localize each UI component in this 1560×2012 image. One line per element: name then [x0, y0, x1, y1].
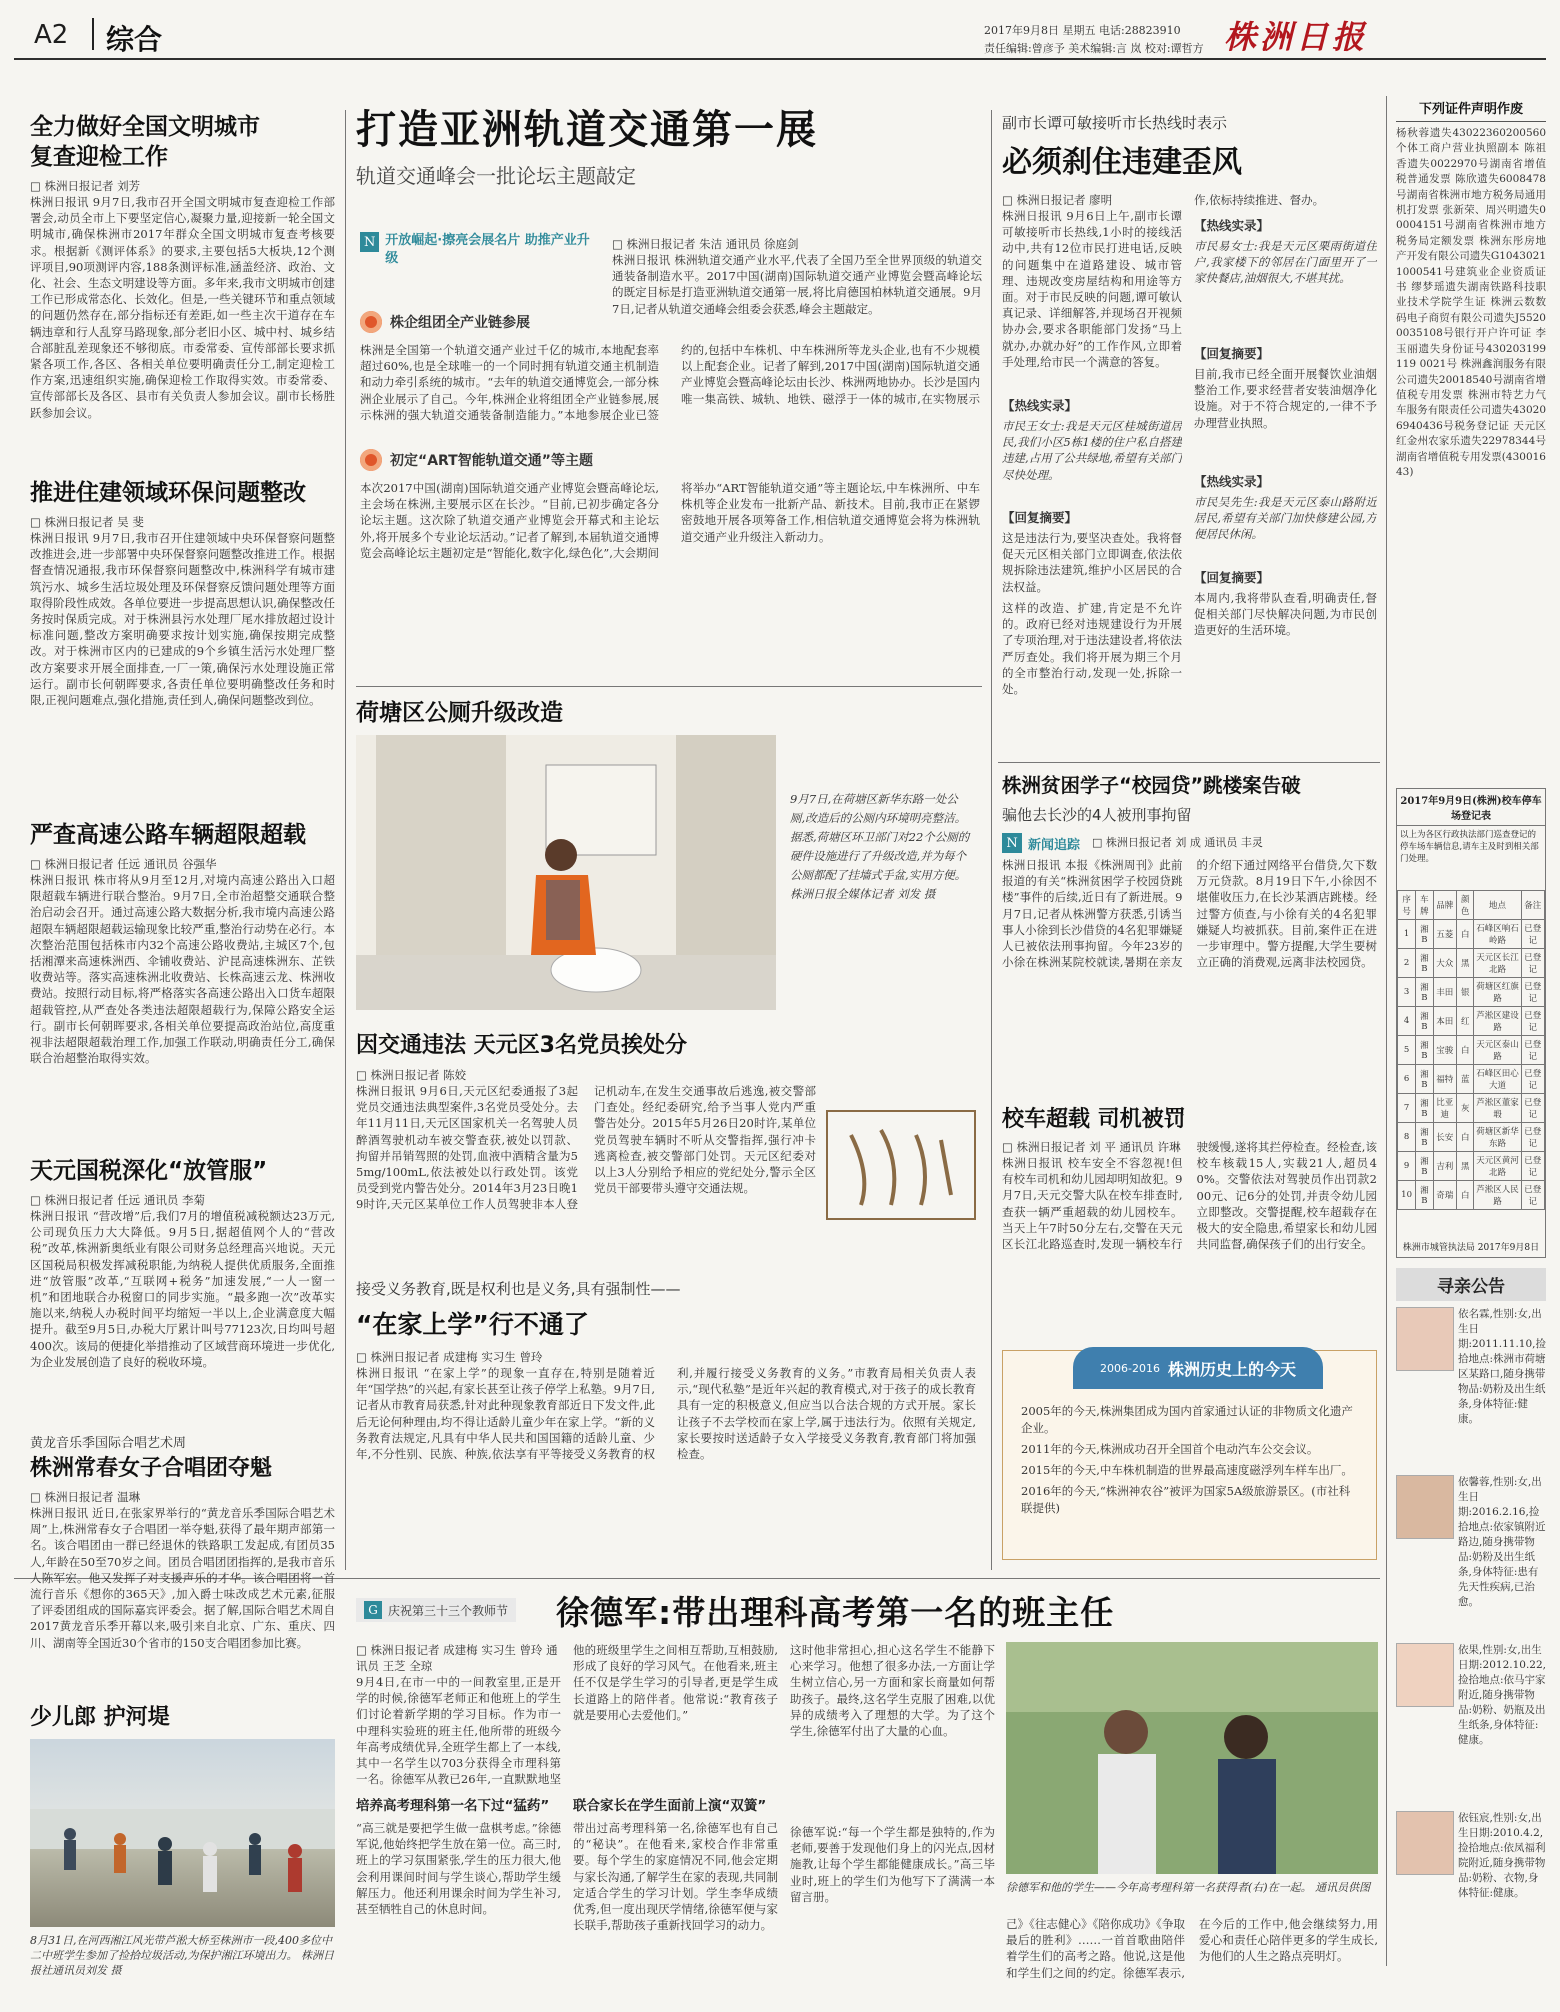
child-photo	[1396, 1475, 1454, 1539]
table-header-cell: 颜色	[1456, 891, 1473, 920]
bullet-icon	[360, 311, 382, 333]
history-list	[1021, 1403, 1361, 1521]
tag-label: 新闻追踪	[1028, 837, 1081, 853]
table-header-cell: 序号	[1398, 891, 1416, 920]
page-number: A2	[34, 20, 69, 50]
article-eco-rectification	[30, 478, 335, 830]
subheadline: 骗他去长沙的4人被刑事拘留	[1002, 806, 1192, 824]
table-cell: 五菱	[1433, 920, 1456, 949]
article-body: 株洲日报讯 “在家上学”的现象一直存在,特别是随着近年“国学热”的兴起,有家长甚至让孩子停学上私塾。9月7日,记者从市教育局获悉,针对此种现象教育部近日下发文件,此后无论何种理由,均不得让适龄儿童少年在家上学。“新的义务教育法规定,凡具有中华人民共和国国籍的适龄儿童、少年,不分性别、民族、种族,依法享有平等接受义务教育的权利,并履行接受义务教育的义务。”市教育局相关负责人表示,“现代私塾”是近年兴起的教育模式,对于孩子的成长教育具有一定的积极意义,但应当以合法合规的方式开展。家长让孩子不去学校而在家上学,属于违法行为。依照有关规定,家长要按时送适龄子女入学接受义务教育,教育部门将加强检查。	[356, 1366, 976, 1462]
section-body-themes: 本次2017中国(湖南)国际轨道交通产业博览会暨高峰论坛,主会场在株洲,主要展示区在长沙。“目前,已初步确定各分论坛主题。这次除了轨道交通产业博览会开幕式和主论坛外,将开展多个专业论坛活动。”记者了解到,本届轨道交通博览会高峰论坛主题初定是“智能化,数字化,绿色化”,大会期间将举办“ART智能轨道交通”等主题论坛,中车株洲所、中车株机等企业发布一批新产品、新技术。目前,我市正在紧锣密鼓地开展各项筹备工作,相信轨道交通博览会将为株洲轨道交通产业升级注入新动力。	[360, 481, 980, 560]
table-cell: 长安	[1433, 1123, 1456, 1152]
table-cell: 芦淞区人民路	[1474, 1181, 1521, 1210]
photo-headline: 少儿郎 护河堤	[30, 1705, 170, 1730]
table-cell: 银	[1456, 978, 1473, 1007]
table-row	[1398, 1094, 1545, 1123]
byline: □ 株洲日报记者 刘芳	[30, 179, 141, 193]
kicker: 黄龙音乐季国际合唱艺术周	[30, 1436, 187, 1451]
headline-line2: 复查迎检工作	[30, 144, 168, 170]
body-1: 9月4日,在市一中的一间教室里,正是开学的时候,徐德军老师正和他班上的学生们讨论着新学期的学习目标。作为市一中理科实验班的班主任,他所带的班级今年高考成绩优异,全班学生都上了一本线,其中一名学生以703分获得全市理科第一名。徐德军从教已26年,一直默默地坚	[356, 1675, 561, 1786]
table-cell: 荷塘区新华东路	[1474, 1123, 1521, 1152]
table-header-cell: 备注	[1521, 891, 1544, 920]
article-body: 株洲日报讯 9月6日,天元区纪委通报了3起党员交通违法典型案件,3名党员受处分。去年11月11日,天元区国家机关一名驾驶人员醉酒驾驶机动车被交警查获,被处以罚款、拘留并吊销驾照的处罚,血液中酒精含量为55mg/100mL,依法被处以行政处罚。该党员受到党内警告处分。2014年3月23日晚19时许,天元区某单位工作人员驾驶非本人登记机动车,在发生交通事故后逃逸,被交警部门查处。经纪委研究,给予当事人党内严重警告处分。2015年5月26日20时许,某单位党员驾驶车辆时不听从交警指挥,强行冲卡逃离检查,被交警部门处罚。天元区纪委对以上3人分别给予相应的党纪处分,警示全区党员干部要带头遵守交通法规。	[356, 1084, 816, 1212]
notice-body: 杨秋蓉遗失43022360200560个体工商户营业执照副本 陈祖香遗失0022970号湖南省增值税普通发票 陈欣遗失6008478号湖南省株洲市地方税务局通用机打发票 张新荣、周兴明遗失00004151号湖南省株洲市地方税务局定额发票 株洲东彤房地产开发有限公司遗失G10430211000541号建筑业企业资质证书 缪梦瑶遗失湖南铁路科技职业技术学院学生证 株洲云数数码电子商贸有限公司遗失J55200035108号银行开户许可证 李玉丽遗失身份证号430203199119 0021号 株洲鑫润服务有限公司遗失20018540号湖南省增值税专用发票 株洲市特艺力气车服务有限责任公司遗失430206940436号税务登记证 天元区红金州农家乐遗失22978344号湖南省增值税专用发票(43001643)	[1396, 127, 1546, 478]
byline: □ 株洲日报记者 朱洁 通讯员 徐庭剑	[612, 237, 799, 251]
table-cell: 湘B	[1416, 978, 1433, 1007]
table-row	[1398, 1036, 1545, 1065]
reply-summary-1: 【回复摘要】	[1002, 510, 1078, 525]
hotline-tail: 作,依标持续推进、督办。	[1194, 193, 1325, 207]
teacher-feature-header	[356, 1588, 1381, 1632]
table-cell: 已登记	[1521, 1065, 1544, 1094]
newspaper-logo: 株洲日报	[1224, 18, 1369, 56]
table-cell: 黑	[1456, 949, 1473, 978]
section-header-themes	[360, 448, 593, 472]
lead-tag	[360, 232, 595, 272]
kicker: 接受义务教育,既是权利也是义务,具有强制性——	[356, 1280, 681, 1298]
void-notice	[1396, 98, 1546, 806]
subhead-2: 联合家长在学生面前上演“双簧”	[573, 1798, 767, 1814]
hotline-body-3: 市民吴先生:我是天元区泰山路附近居民,希望有关部门加快修建公园,方便居民休闲。	[1194, 495, 1377, 542]
body-2b: 带出过高考理科第一名,徐德军也有自己的“秘诀”。在他看来,家校合作非常重要。每个学生的家庭情况不同,他会定期与家长沟通,了解学生在家的表现,共同制定适合学生的学习计划。学生李华成绩优秀,但一度出现厌学情绪,徐德军便与家长联手,帮助孩子重新找回学习的动力。	[573, 1821, 778, 1933]
table-cell: 奇瑞	[1433, 1181, 1456, 1210]
hotline-col-right	[1194, 192, 1377, 670]
table-cell: 已登记	[1521, 1094, 1544, 1123]
table-cell: 湘B	[1416, 1036, 1433, 1065]
calligraphy-seal	[826, 1110, 976, 1220]
hotline-body-1: 市民王女士:我是天元区桂城街道居民,我们小区5栋1楼的住户私自搭建违建,占用了公共绿地,希望有关部门尽快处理。	[1002, 419, 1182, 482]
river-cleanup-photo	[30, 1739, 335, 1927]
reply-body-3: 本周内,我将带队查看,明确责任,督促相关部门尽快解决问题,为市民创造更好的生活环境。	[1194, 591, 1377, 638]
table-cell: 湘B	[1416, 1065, 1433, 1094]
body-text: 株洲日报讯 校车安全不容忽视!但有校车司机和幼儿园却明知故犯。9月7日,天元交警大队在校车排查时,查获一辆严重超载的幼儿园校车。当天上午7时50分左右,交警在天元区长江北路巡查时,发现一辆校车行驶缓慢,遂将其拦停检查。经检查,该校车核载15人,实载21人,超员40%。交警依法对驾驶员作出罚款200元、记6分的处罚,并责令幼儿园立即整改。交警提醒,校车超载存在极大的安全隐患,希望家长和幼儿园共同监督,确保孩子们的出行安全。	[1002, 1140, 1377, 1252]
article-overload-highway	[30, 820, 335, 1170]
table-cell: 灰	[1456, 1094, 1473, 1123]
toilet-caption: 9月7日,在荷塘区新华东路一处公厕,改造后的公厕内环境明亮整洁。据悉,荷塘区环卫部门对22个公厕的硬件设施进行了升级改造,并为每个公厕都配了挂墙式手盆,实用方便。 株洲日报全媒体记者 刘发 摄	[790, 792, 970, 901]
article-campus-loan	[1002, 770, 1377, 1105]
article-body: 株洲日报讯 株市将从9月至12月,对境内高速公路出入口超限超载车辆进行联合整治。9月7日,全市治超整交通联合整治启动会召开。通过高速公路大数据分析,我市境内高速公路超限车辆超限超载运输现象比较严重,整治行动势在必行。本次整治范围包括株市内32个高速公路收费站,主城区7个,包括湘潭来高速株洲西、伞铺收费站、沪昆高速株洲东、芷铁收费站等。落实高速株洲北收费站、长株高速云龙、株洲收费站。按照行动目标,将严格落实各高速公路出入口货车超限超载管控,从严查处各类违法超限超载行为,保障公路安全运行。副市长何朝晖要求,各相关单位要提高政治站位,高度重视非法超限超载治理工作,加强工作联动,明确责任分工,确保联合治超整治取得实效。	[30, 873, 335, 1066]
history-today-box	[1002, 1350, 1377, 1560]
reply-body-1: 这是违法行为,要坚决查处。我将督促天元区相关部门立即调查,依法依规拆除违法建筑,维护小区居民的合法权益。	[1002, 531, 1182, 594]
table-cell: 4	[1398, 1007, 1416, 1036]
table-cell: 湘B	[1416, 1094, 1433, 1123]
table-cell: 2	[1398, 949, 1416, 978]
photo-headline: 荷塘区公厕升级改造	[356, 700, 563, 726]
table-header-row	[1398, 891, 1545, 920]
intro-body: 株洲日报讯 株洲轨道交通产业水平,代表了全国乃至全世界顶级的轨道交通装备制造水平。2017中国(湖南)国际轨道交通产业博览会暨高峰论坛的既定目标是打造亚洲轨道交通第一展,将比肩德国柏林轨道交通展。9月7日,记者从轨道交通峰会组委会获悉,峰会主题敲定。	[612, 253, 982, 316]
table-row	[1398, 978, 1545, 1007]
table-cell: 天元区长江北路	[1474, 949, 1521, 978]
banner-title: 株洲历史上的今天	[1167, 1359, 1296, 1379]
byline: □ 株洲日报记者 陈姣	[356, 1068, 467, 1082]
hotline-col-left	[1002, 192, 1182, 700]
byline: □ 株洲日报记者 刘 平 通讯员 许琳	[1002, 1140, 1181, 1154]
missing-person-text: 依钰宸,性别:女,出生日期:2010.4.2,捡拾地点:依凤福利院附近,随身携带物品:奶粉、衣物,身体特征:健康。	[1458, 1812, 1546, 1899]
photo-caption: 8月31日,在河西湘江风光带芦淞大桥至株洲市一段,400多位中二中班学生参加了捡拾垃圾活动,为保护湘江环境出力。 株洲日报社通讯员刘发 摄	[30, 1934, 334, 1977]
headline: 因交通违法 天元区3名党员挨处分	[356, 1033, 687, 1058]
missing-persons	[1396, 1268, 1546, 1979]
headline: “在家上学”行不通了	[356, 1310, 589, 1339]
tag-row	[1002, 833, 1377, 853]
headline: 必须刹住违建歪风	[1002, 145, 1242, 180]
table-cell: 湘B	[1416, 1152, 1433, 1181]
n-badge-icon: N	[1002, 833, 1022, 853]
table-cell: 红	[1456, 1007, 1473, 1036]
hotline-record-1: 【热线实录】	[1002, 398, 1078, 413]
table-row	[1398, 920, 1545, 949]
byline: □ 株洲日报记者 廖明	[1002, 193, 1113, 207]
body-1b: “高三就是要把学生做一盘棋考虑。”徐德军说,他始终把学生放在第一位。高三时,班上的学习氛围紧张,学生的压力很大,他会利用课间时间与学生谈心,帮助学生缓解压力。他还利用课余时间为学生补习,甚至牺牲自己的休息时间。	[356, 1821, 561, 1917]
notice-title: 下列证件声明作废	[1396, 98, 1546, 122]
missing-person-text: 依果,性别:女,出生日期:2012.10.22,捡拾地点:依马宇家附近,随身携带物品:奶粉、奶瓶及出生纸条,身体特征:健康。	[1458, 1644, 1546, 1746]
headline: 株洲贫困学子“校园贷”跳楼案告破	[1002, 774, 1301, 797]
table-row	[1398, 1007, 1545, 1036]
missing-title: 寻亲公告	[1396, 1268, 1546, 1301]
n-badge-icon: N	[360, 232, 379, 252]
table-cell: 5	[1398, 1036, 1416, 1065]
teacher-col-4: 己》《往志健心》《陪你成功》《争取最后的胜利》……一首首歌曲陪伴着学生们的高考之路。他说,这是他和学生们之间的约定。徐德军表示,在今后的工作中,他会继续努力,用爱心和责任心陪伴更多的学生成长,为他们的人生之路点亮明灯。	[1006, 1917, 1378, 1980]
table-cell: 7	[1398, 1094, 1416, 1123]
missing-person-entry	[1396, 1811, 1546, 1971]
table-cell: 湘B	[1416, 949, 1433, 978]
teacher-col-1	[356, 1642, 561, 1966]
article-body: 株洲日报讯 “营改增”后,我们7月的增值税减税额达23万元,公司现负压力大大降低。9月5日,据超值网个人的“营改税”改革,株洲新奥纸业有限公司财务总经理高兴地说。天元区国税局积极发挥减税职能,为纳税人提供优质服务,全面推进“放管服”改革,“互联网+税务”加速发展,“一人一窗一机”和团地联合办税窗口的同步实施。“最多跑一次”改革实施以来,纳税人办税时间平均缩短一半以上,企业满意度大幅提升。截至9月5日,办税大厅累计叫号77123次,日均叫号超400次。该局的便捷化举措推动了区域营商环境进一步优化,为企业发展创造了良好的税收环境。	[30, 1209, 335, 1369]
headline: 天元国税深化“放管服”	[30, 1158, 268, 1184]
tag-text: 开放崛起·擦亮会展名片 助推产业升级	[385, 233, 590, 266]
reply-body-1b: 这样的改造、扩建,肯定是不允许的。政府已经对违规建设行为开展了专项治理,对于违法建设者,将依法严厉查处。我们将开展为期三个月的全市整治行动,发现一处,拆除一处。	[1002, 601, 1182, 697]
byline: □ 株洲日报记者 任远 通讯员 谷强华	[30, 857, 217, 871]
table-cell: 天元区泰山路	[1474, 1036, 1521, 1065]
toilet-story	[356, 694, 982, 737]
byline: □ 株洲日报记者 任远 通讯员 李菊	[30, 1193, 205, 1207]
lead-intro	[612, 236, 982, 318]
table-cell: 8	[1398, 1123, 1416, 1152]
toilet-photo	[356, 735, 776, 1010]
teacher-photo-caption: 徐德军和他的学生——今年高考理科第一名获得者(右)在一起。 通讯员供图	[1006, 1881, 1371, 1894]
table-row	[1398, 1065, 1545, 1094]
history-item: 2011年的今天,株洲成功召开全国首个电动汽车公交会议。	[1021, 1442, 1319, 1456]
editor-line: 责任编辑:曾彦予 美术编辑:言 岚 校对:谭哲方	[984, 42, 1204, 55]
child-photo	[1396, 1307, 1454, 1371]
article-illegal-building	[1002, 112, 1377, 187]
headline: 全力做好全国文明城市	[30, 114, 260, 140]
table-cell: 福特	[1433, 1065, 1456, 1094]
headline: 严查高速公路车辆超限超载	[30, 822, 306, 848]
table-cell: 天元区黄河北路	[1474, 1152, 1521, 1181]
feature-tag	[356, 1598, 516, 1622]
article-body	[1002, 1139, 1377, 1375]
byline: □ 株洲日报记者 温琳	[30, 1490, 141, 1504]
lead-subtitle: 轨道交通峰会一批论坛主题敲定	[356, 164, 636, 188]
children-silhouettes	[30, 1739, 335, 1927]
article-homeschool	[356, 1278, 982, 1550]
intro-body: 株洲日报讯 9月6日上午,副市长谭可敏接听市长热线,1小时的接线活动中,共有12位市民打进电话,反映的问题集中在道路建设、城市管理、违规改变房屋结构和用途等方面。对于市民反映的问题,谭可敏认真记录、详细解答,并现场召开视频协办会,要求各职能部门发扬“马上就办,办就办好”的工作作风,立即着手处理,给市民一个满意的答复。	[1002, 209, 1182, 369]
missing-person-entry	[1396, 1307, 1546, 1467]
table-cell: 白	[1456, 1036, 1473, 1065]
bullet-icon	[360, 449, 382, 471]
table-cell: 已登记	[1521, 1181, 1544, 1210]
hotline-body-2: 市民易女士:我是天元区栗雨街道住户,我家楼下的邻居在门面里开了一家快餐店,油烟很大,不堪其扰。	[1194, 239, 1377, 286]
seal-artwork	[831, 1115, 971, 1215]
kicker: 副市长谭可敏接听市长热线时表示	[1002, 114, 1228, 132]
table-cell: 荷塘区红旗路	[1474, 978, 1521, 1007]
table-cell: 本田	[1433, 1007, 1456, 1036]
section-title: 株企组团全产业链参展	[390, 315, 530, 331]
table-cell: 3	[1398, 978, 1416, 1007]
banner-years: 2006-2016	[1100, 1361, 1160, 1375]
section-body-exhibitors: 株洲是全国第一个轨道交通产业过千亿的城市,本地配套率超过60%,也是全球唯一的一个同时拥有轨道交通主机制造和动力牵引系统的城市。“去年的轨道交通博览会,一部分株洲企业展示了自己。今年,株洲企业将组团全产业链参展,展示株洲的强大轨道交通装备制造能力。”本地参展企业已签约的,包括中车株机、中车株洲所等龙头企业,也有不少规模以上配套企业。记者了解到,2017中国(湖南)国际轨道交通产业博览会暨高峰论坛由长沙、株洲两地协办。长沙是国内唯一集高铁、城轨、地铁、磁浮于一体的城市,在实物展示	[360, 343, 980, 422]
lead-headline: 打造亚洲轨道交通第一展	[356, 107, 818, 153]
reply-summary-3: 【回复摘要】	[1194, 570, 1270, 585]
table-cell: 芦淞区董家塅	[1474, 1094, 1521, 1123]
table-cell: 芦淞区建设路	[1474, 1007, 1521, 1036]
table-cell: 宝骏	[1433, 1036, 1456, 1065]
date-line: 2017年9月8日 星期五 电话:28823910	[984, 24, 1181, 37]
history-item: 2015年的今天,中车株机制造的世界最高速度磁浮列车样车出厂。	[1021, 1463, 1353, 1477]
feature-headline: 徐德军:带出理科高考第一名的班主任	[556, 1592, 1115, 1632]
missing-person-entry	[1396, 1475, 1546, 1635]
missing-person-entry	[1396, 1643, 1546, 1803]
byline: □ 株洲日报记者 成建梅 实习生 曾玲	[356, 1350, 543, 1364]
table-row	[1398, 1123, 1545, 1152]
body-3: 这时他非常担心,担心这名学生不能静下心来学习。他想了很多办法,一方面让学生树立信心,另一方面和家长商量如何帮助孩子。最终,这名学生克服了困难,以优异的成绩考入了理想的大学。为了这个学生,徐德军付出了大量的心血。	[790, 1643, 995, 1739]
history-item: 2005年的今天,株洲集团成为国内首家通过认证的非物质文化遗产企业。	[1021, 1404, 1353, 1435]
article-school-bus	[1002, 1102, 1377, 1375]
masthead	[14, 8, 1546, 60]
table-cell: 蓝	[1456, 1065, 1473, 1094]
table-cell: 吉利	[1433, 1152, 1456, 1181]
table-cell: 湘B	[1416, 1007, 1433, 1036]
headline: 推进住建领域环保问题整改	[30, 480, 306, 506]
article-body: 株洲日报讯 9月7日,我市召开住建领域中央环保督察问题整改推进会,进一步部署中央环保督察问题整改推进工作。根据督查情况通报,我市环保督察问题整改中,株洲科学有城市建筑污水、城乡生活垃圾处理及环保督察反馈问题处理等方面取得阶段性成效。各单位要进一步提高思想认识,确保整改任务按时保质完成。对于株洲县污水处理厂尾水排放超过设计标准问题,整改方案明确要求按计划实施,确保按期完成整改。对于株洲市区内的已建成的9个乡镇生活污水处理厂整改方案要求开展全面排查,一厂一策,确保污水处理设施正常运行。副市长何朝晖要求,各责任单位要明确整改任务和时限,正视问题难点,强化措施,责任到人,确保问题整改到位。	[30, 531, 335, 708]
subhead-1: 培养高考理科第一名下过“猛药”	[356, 1798, 550, 1814]
parking-table-box	[1396, 788, 1546, 1258]
table-cell: 湘B	[1416, 1123, 1433, 1152]
teacher-col-2	[573, 1642, 778, 1966]
headline: 校车超载 司机被罚	[1002, 1107, 1186, 1132]
section-title: 初定“ART智能轨道交通”等主题	[390, 453, 593, 469]
byline: □ 株洲日报记者 吴 斐	[30, 515, 144, 529]
page-divider	[92, 18, 94, 50]
table-header-cell: 车牌	[1416, 891, 1433, 920]
article-body: 株洲日报讯 近日,在张家界举行的“黄龙音乐季国际合唱艺术周”上,株洲常春女子合唱团一举夺魁,获得了最年期声部第一名。该合唱团由一群已经退休的铁路职工发起成,有团员35人,年龄在50至70岁之间。团员合唱团团指挥的,是我市音乐人陈军宏。他又发挥了对支援声乐的才华。该合唱团将一首流行音乐《想你的365天》,加入爵士味改成艺术元素,征服了评委团组成的国际嘉宾评委会。据了解,国际合唱艺术周自2017黄龙音乐季开幕以来,吸引来自北京、广东、重庆、四川、湖南等全国近30个省市的150支合唱团参加比赛。	[30, 1506, 335, 1650]
article-tax	[30, 1156, 335, 1446]
reply-body-2: 目前,我市已经全面开展餐饮业油烟整治工作,要求经营者安装油烟净化设施。对于不符合规定的,一律不予办理营业执照。	[1194, 367, 1377, 430]
table-cell: 大众	[1433, 949, 1456, 978]
teacher-col-3	[790, 1642, 995, 1968]
table-cell: 已登记	[1521, 978, 1544, 1007]
reply-summary-2: 【回复摘要】	[1194, 346, 1270, 361]
history-item: 2016年的今天,“株洲神农谷”被评为国家5A级旅游景区。(市社科联提供)	[1021, 1484, 1351, 1515]
table-cell: 6	[1398, 1065, 1416, 1094]
table-cell: 已登记	[1521, 1036, 1544, 1065]
table-cell: 1	[1398, 920, 1416, 949]
table-cell: 丰田	[1433, 978, 1456, 1007]
article-civilized-city	[30, 112, 335, 484]
hotline-record-3: 【热线实录】	[1194, 474, 1270, 489]
table-cell: 石峰区响石岭路	[1474, 920, 1521, 949]
table-cell: 白	[1456, 1181, 1473, 1210]
table-footer: 株洲市城管执法局 2017年9月8日	[1402, 1243, 1540, 1253]
table-cell: 10	[1398, 1181, 1416, 1210]
photo-news-river	[30, 1700, 335, 1978]
table-row	[1398, 1152, 1545, 1181]
table-cell: 黑	[1456, 1152, 1473, 1181]
tag-label: 庆祝第三十三个教师节	[388, 1603, 509, 1618]
table-cell: 湘B	[1416, 1181, 1433, 1210]
hotline-record-2: 【热线实录】	[1194, 218, 1270, 233]
table-cell: 白	[1456, 920, 1473, 949]
history-banner	[1073, 1347, 1323, 1389]
child-photo	[1396, 1643, 1454, 1707]
byline: □ 株洲日报记者 成建梅 实习生 曾玲 通讯员 王芝 全琼	[356, 1643, 558, 1673]
table-cell: 已登记	[1521, 920, 1544, 949]
table-row	[1398, 1181, 1545, 1210]
child-photo	[1396, 1811, 1454, 1875]
parking-table	[1397, 890, 1545, 1210]
article-choir	[30, 1432, 335, 1717]
table-cell: 已登记	[1521, 949, 1544, 978]
table-cell: 比亚迪	[1433, 1094, 1456, 1123]
table-header-cell: 品牌	[1433, 891, 1456, 920]
missing-person-text: 依馨蓉,性别:女,出生日期:2016.2.16,捡拾地点:依家镇附近路边,随身携带物品:奶粉及出生纸条,身体特征:患有先天性疾病,已治愈。	[1458, 1476, 1546, 1608]
table-cell: 石峰区田心大道	[1474, 1065, 1521, 1094]
table-header-cell: 地点	[1474, 891, 1521, 920]
article-body: 株洲日报讯 本报《株洲周刊》此前报道的有关“株洲贫困学子校园贷跳楼”事件的后续,近日有了新进展。9月7日,记者从株洲警方获悉,引诱当事人小徐到长沙借贷的4名犯罪嫌疑人已被依法刑事拘留。今年23岁的小徐在株洲某院校就读,暑期在亲友的介绍下通过网络平台借贷,欠下数万元贷款。8月19日下午,小徐因不堪催收压力,在长沙某酒店跳楼。经过警方侦查,与小徐有关的4名犯罪嫌疑人均被抓获。目前,案件正在进一步审理中。警方提醒,大学生要树立正确的消费观,远离非法校园贷。	[1002, 858, 1377, 970]
table-cell: 已登记	[1521, 1007, 1544, 1036]
table-cell: 白	[1456, 1123, 1473, 1152]
headline: 株洲常春女子合唱团夺魁	[30, 1456, 273, 1481]
section-title: 综合	[106, 23, 163, 56]
byline: □ 株洲日报记者 刘 成 通讯员 丰灵	[1092, 836, 1263, 849]
table-cell: 已登记	[1521, 1123, 1544, 1152]
table-cell: 湘B	[1416, 920, 1433, 949]
table-title: 2017年9月9日(株洲)校车停车场登记表	[1397, 789, 1545, 826]
missing-list	[1396, 1307, 1546, 1971]
missing-person-text: 依名霖,性别:女,出生日期:2011.11.10,捡拾地点:株洲市荷塘区某路口,随身携带物品:奶粉及出生纸条,身体特征:健康。	[1458, 1308, 1546, 1425]
g-badge-icon: G	[364, 1601, 382, 1619]
table-note: 以上为各区行政执法部门巡查登记的停车场车辆信息,请车主及时到相关部门处理。	[1400, 830, 1539, 864]
body-2: 他的班级里学生之间相互帮助,互相鼓励,形成了良好的学习风气。在他看来,班主任不仅是学生学习的引导者,更是学生成长道路上的陪伴者。他常说:“教育孩子就是要用心去爱他们。”	[573, 1643, 778, 1722]
body-3b: 徐德军说:“每一个学生都是独特的,作为老师,要善于发现他们身上的闪光点,因材施教,让每个学生都能健康成长。”高三毕业时,班上的学生们为他写下了满满一本留言册。	[790, 1825, 995, 1904]
lead-article	[356, 104, 981, 189]
teacher-photo	[1006, 1642, 1378, 1874]
table-cell: 已登记	[1521, 1152, 1544, 1181]
table-cell: 9	[1398, 1152, 1416, 1181]
table-row	[1398, 949, 1545, 978]
article-body: 株洲日报讯 9月7日,我市召开全国文明城市复查迎检工作部署会,动员全市上下要坚定信心,凝聚力量,迎接新一轮全国文明城市,确保株洲市2017年群众全国文明城市复查考核要求。根据新《测评体系》的要求,主要包括5大板块,12个测评项目,90项测评内容,188条测评标准,涵盖经济、政治、文化、社会、生态文明建设等方面。多年来,我市文明城市创建工作已形成常态化、长效化。但是,一些关键环节和重点领域的问题仍然存在,部分指标还有差距,如一些主次干道存在车辆违章和行人乱穿马路现象,部分老旧小区、城中村、城乡结合部脏乱差现象还不够彻底。市委常委、宣传部部长要求抓紧各项工作,各区、各相关单位要明确责任分工,制定迎检工作方案,迅速组织实施,确保迎检工作取得实效。市委常委、宣传部部长及各区、县市有关负责人参加会议。副市长杨胜跃参加会议。	[30, 195, 335, 420]
section-header-exhibitors	[360, 310, 530, 334]
